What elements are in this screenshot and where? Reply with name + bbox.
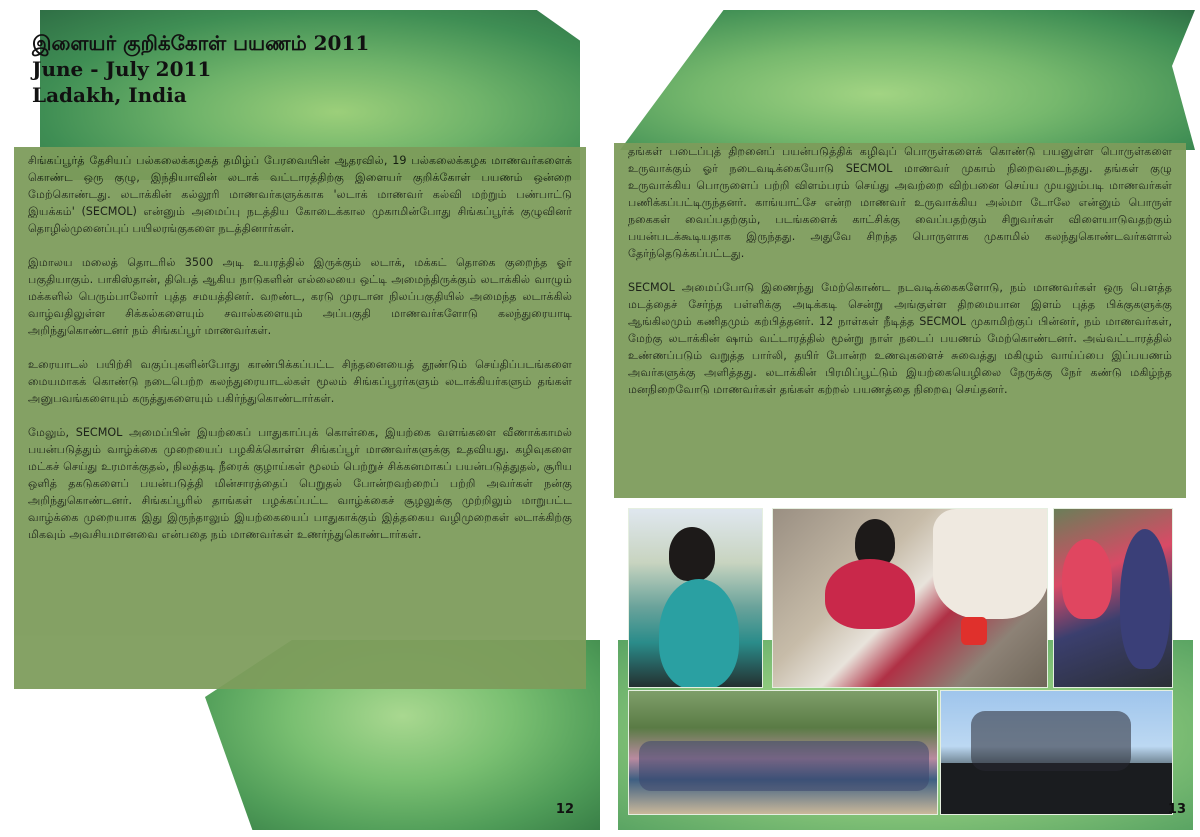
photo-figure	[961, 617, 987, 645]
photo-student-with-cow	[772, 508, 1048, 688]
leaf-background-top	[620, 10, 1195, 150]
photo-figure	[933, 509, 1048, 619]
photo-figure	[1062, 539, 1112, 619]
left-text-panel	[14, 147, 586, 689]
page-number-right: 13	[1167, 802, 1186, 817]
photo-figure	[971, 711, 1131, 771]
title-block	[32, 30, 369, 108]
photo-figure	[669, 527, 715, 581]
page-number-left: 12	[555, 802, 574, 817]
photo-crafts-activity	[1053, 508, 1173, 688]
left-paragraph-1: சிங்கப்பூர்த் தேசியப் பல்கலைக்கழகத் தமிழ்ப் பேரவையின் ஆதரவில், 19 பல்கலைக்கழக மாணவர்களைக் கொண்ட ஒரு குழு, இந்தியாவின் லடாக் வட்டாரத்திற்கு இளையர் குறிக்கோள் பயணம் ஒன்றை மேற்கொண்டது. லடாக்கின் கல்லூரி மாணவர்களுக்காக 'லடாக் மாணவர் கல்வி மற்றும் பண்பாட்டு இயக்கம்' (SECMOL) என்னும் அமைப்பு நடத்திய கோடைக்கால முகாமின்போது சிங்கப்பூர்க் குழுவினர் தொழில்முனைப்புப் பயிலரங்குகளை நடத்தினார்கள்.	[28, 154, 572, 235]
trip-dates: June - July 2011	[32, 57, 212, 81]
left-paragraph-2: இமாலய மலைத் தொடரில் 3500 அடி உயரத்தில் இருக்கும் லடாக், மக்கட் தொகை குறைந்த ஓர் பகுதியாகும். பாகிஸ்தான், திபெத் ஆகிய நாடுகளின் எல்லையை ஒட்டி அமைந்திருக்கும் லடாக்கில் வாழும் மக்களில் பெரும்பாலோர் புத்த சமயத்தினர். வறண்ட, கரடு முரடான நிலப்பகுதியில் அமைந்த லடாக்கில் வாழ்வதிலுள்ள சிக்கல்களையும் சவால்களையும் அப்பகுதி மாணவர்களோடு கலந்துரையாடி அறிந்துகொண்டனர் நம் சிங்கப்பூர் மாணவர்கள்.	[28, 256, 572, 337]
page-title: இளையர் குறிக்கோள் பயணம் 2011	[32, 31, 370, 55]
right-paragraph-1: தங்கள் படைப்புத் திறனைப் பயன்படுத்திக் கழிவுப் பொருள்களைக் கொண்டு பயனுள்ள பொருள்களை உருவாக்கும் ஓர் நடைவடிக்கையோடு SECMOL மாணவர் முகாம் நிறைவடைந்தது. தங்கள் குழு உருவாக்கிய பொருளைப் பற்றி விளம்பரம் செய்து அவற்றை விற்பனை செய்ய முயலும்படி மாணவர்கள் பணிக்கப்பட்டிருந்தனர். காங்யாட்சே என்ற மாணவர் உருவாக்கிய அல்மா டோலே என்னும் பொருள் நகைகள் வைப்பதற்கும், படங்களைக் காட்சிக்கு வைப்பதற்கும் சிறுவர்கள் விளையாடுவதற்கும் பயன்படக்கூடியதாக இருந்தது. அதுவே சிறந்த பொருளாக முகாமில் கலந்துகொண்டவர்களால் தேர்ந்தெடுக்கப்பட்டது.	[628, 145, 1172, 260]
photo-figure	[1120, 529, 1170, 669]
right-page	[600, 0, 1200, 837]
left-paragraph-4: மேலும், SECMOL அமைப்பின் இயற்கைப் பாதுகாப்புக் கொள்கை, இயற்கை வளங்களை வீணாக்காமல் பயன்படுத்தும் வாழ்க்கை முறையைப் பழகிக்கொள்ள சிங்கப்பூர் மாணவர்களுக்கு உதவியது. கழிவுகளை மட்கச் செய்து உரமாக்குதல், நிலத்தடி நீரைக் குழாய்கள் மூலம் பெற்றுச் சிக்கனமாகப் பயன்படுத்துதல், சூரிய ஒளித் தகடுகளைப் பயன்படுத்தி மின்சாரத்தைப் பெறுதல் போன்றவற்றைப் பற்றி அவர்கள் நன்கு அறிந்துகொண்டனர். சிங்கப்பூரில் தாங்கள் பழக்கப்பட்ட வாழ்க்கைச் சூழலுக்கு முற்றிலும் மாறுபட்ட வாழ்க்கை முறையாக இது இருந்தாலும் இயற்கையைப் பாதுகாக்கும் இத்தகைய வழிமுறைகள் லடாக்கிற்கு மிகவும் அவசியமானவை என்பதை நம் மாணவர்கள் உணர்ந்துகொண்டார்கள்.	[28, 426, 572, 541]
trip-location: Ladakh, India	[32, 83, 187, 107]
right-paragraph-2: SECMOL அமைப்போடு இணைந்து மேற்கொண்ட நடவடிக்கைகளோடு, நம் மாணவர்கள் ஒரு பௌத்த மடத்தைச் சேர்ந்த பள்ளிக்கு அடிக்கடி சென்று அங்குள்ள திறமையான இளம் புத்த பிக்குகளுக்கு ஆங்கிலமும் கணிதமும் கற்பித்தனர். 12 நாள்கள் நீடித்த SECMOL முகாமிற்குப் பின்னர், நம் மாணவர்கள், மேற்கு லடாக்கின் ஷாம் வட்டாரத்தில் மூன்று நாள் நடைப் பயணம் மேற்கொண்டனர். அவ்வட்டாரத்தில் உண்ணப்படும் வறுத்த பார்லி, தயிர் போன்ற உணவுகளைச் சுவைத்து மகிழும் வாய்ப்பை இப்பயணம் அவர்களுக்கு அளித்தது. லடாக்கின் பிரமிப்பூட்டும் இயற்கையெழிலை நேருக்கு நேர் கண்டு மகிழ்ந்த மனநிறைவோடு மாணவர்கள் தங்கள் கற்றல் பயணத்தை நிறைவு செய்தனர்.	[628, 281, 1172, 396]
left-paragraph-3: உரையாடல் பயிற்சி வகுப்புகளின்போது காண்பிக்கப்பட்ட சிந்தனையைத் தூண்டும் செய்திப்படங்களை மையமாகக் கொண்டு நடைபெற்ற கலந்துரையாடல்கள் மூலம் சிங்கப்பூரர்களும் லடாக்கியர்களும் தங்கள் அனுபவங்களையும் கருத்துகளையும் பகிர்ந்துகொண்டார்கள்.	[28, 358, 572, 405]
photo-figure	[639, 741, 929, 791]
photo-students-hugging	[628, 508, 763, 688]
photo-group-on-wall	[940, 690, 1173, 815]
photo-group	[628, 690, 938, 815]
right-text-panel	[614, 143, 1186, 498]
photo-figure	[825, 559, 915, 629]
photo-figure	[659, 579, 739, 688]
